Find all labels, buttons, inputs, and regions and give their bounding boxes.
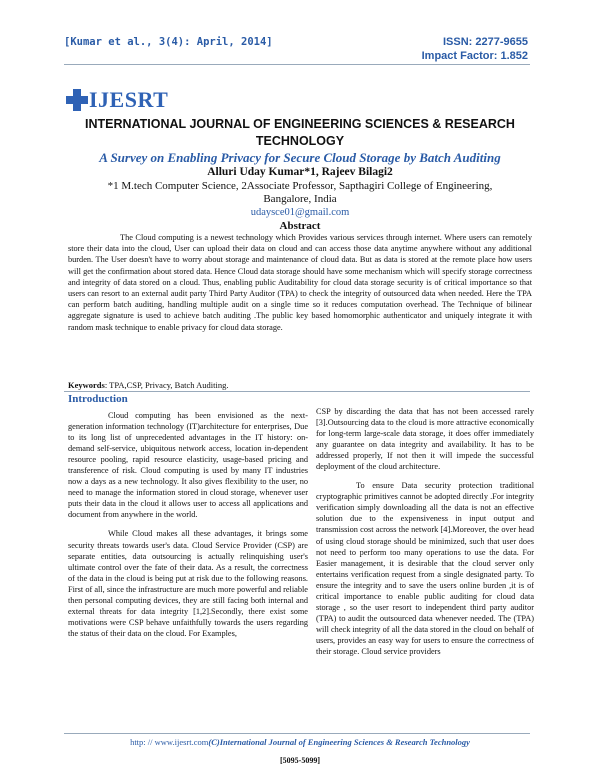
footer-rule [64,733,530,734]
page-range: [5095-5099] [280,756,320,765]
col1-paragraph-1: Cloud computing has been envisioned as the next-generation information technology (IT)architecture for enterprises, Due to its long list of unprecedented advantages in the IT history: on-demand self-service, ubiquitous network access, location in-dependent resource pooling, rapid resource elasticity, usage-based pricing and transference of risk. Cloud computing is used by many IT industries now a days as a new technology. It also gives flexibility to the user, no need to manage the information stored in cloud storage, whenever user puts their data in the cloud it allows user to access all applications and document from anywhere in the world. [68,411,308,520]
introduction-heading: Introduction [68,393,128,405]
affiliation-line-1: *1 M.tech Computer Science, 2Associate Professor, Sapthagiri College of Engineering, [107,180,493,192]
col2-paragraph-1: CSP by discarding the data that has not been accessed rarely [3].Outsourcing data to the cloud is more attractive economically for long-term large-scale data storage, it does offer immediately any guarantee on data integrity and availability. It has to be addressed properly, If not then it will impede the successful deployment of the cloud architecture. [316,407,534,472]
footer-journal: (C)International Journal of Engineering Sciences & Research Technology [208,737,470,747]
column-left [68,410,308,647]
issn: ISSN: 2277-9655 [443,36,528,48]
keywords [68,380,229,390]
abstract-text: The Cloud computing is a newest technology which Provides various services through internet. Where users can remotely store their data into the cloud, User can upload their data on cloud and can access those data anytime anywhere without any additional burden. The User doesn't have to worry about storage and maintenance of cloud data. But as data is stored at the remote place how users will get the confirmation about stored data. Hence Cloud data storage should have some mechanism which will specify storage correctness and integrity of data stored on a cloud. Thus, enabling public Auditability for cloud data storage security is of critical importance so that users can resort to an external audit party Third Party Auditor (TPA) to check the integrity of outsourced data when needed. Here the TPA can perform batch auditing, handling multiple audit on a single time so it reduces computation overhead. The Technique of bilinear aggregate signature is used to achieve batch auditing .The public key based homomorphic authenticator and uniquely integrate it with random mask technique to enable privacy for cloud data storage. [68,233,532,332]
footer-url[interactable]: http: // www.ijesrt.com [130,737,209,747]
column-right [316,406,534,665]
section-rule [64,391,530,392]
author-email[interactable]: udaysce01@gmail.com [250,207,350,218]
paper-title: A Survey on Enabling Privacy for Secure Cloud Storage by Batch Auditing [99,150,501,165]
journal-title: INTERNATIONAL JOURNAL OF ENGINEERING SCIENCES & RESEARCH TECHNOLOGY [85,117,515,148]
logo-text: IJESRT [89,87,169,112]
header-citation: [Kumar et al., 3(4): April, 2014] [64,36,273,48]
header-issn-block [422,35,528,63]
impact-factor: Impact Factor: 1.852 [421,50,528,62]
affiliation [60,180,540,206]
keywords-text: : TPA,CSP, Privacy, Batch Auditing. [104,380,229,390]
col2-paragraph-2: To ensure Data security protection traditional cryptographic primitives cannot be adopted directly .For integrity verification simply downloading all the data is not an effective solution due to the expensiveness in input output and transmission cost across the network [4].Moreover, the over head of using cloud storage should be minimized, such that user does not need to perform too many operations to use the data. For Easier management, it is desirable that the cloud server only entertains verification request from a single designated party. To ensure the integrity and to save the users online burden ,it is of critical importance to enable public auditing for cloud data storage , so the user resort to independent third party auditor (TPA) to audit the outsourced data whenever needed. The (TPA) will check integrity of all the data stored in the cloud on behalf of users, provides an easy way for users to ensure the correctness of their storage. Cloud service providers [316,481,534,656]
keywords-label: Keywords [68,380,105,390]
header-rule [64,64,530,65]
plus-icon [66,89,88,111]
col1-paragraph-2: While Cloud makes all these advantages, it brings some security threats towards user's data. Cloud Service Provider (CSP) are separate entities, data outsourcing is actually relinquishing user's ultimate control over the fate of their data. As a result, the correctness of the data in the cloud is being put at risk due to the following reasons. First of all, since the infrastructure are much more powerful and reliable then personal computing devices, they are still facing both internal and external threats for data integrity [1,2].Secondly, there exist some motivations were CSP behave unfaithfully towards the users regarding the status of their data on the cloud. For Examples, [68,529,308,638]
abstract-heading: Abstract [279,220,321,232]
authors: Alluri Uday Kumar*1, Rajeev Bilagi2 [207,166,393,178]
footer [60,737,540,747]
affiliation-line-2: Bangalore, India [263,193,337,205]
journal-logo [66,88,168,112]
